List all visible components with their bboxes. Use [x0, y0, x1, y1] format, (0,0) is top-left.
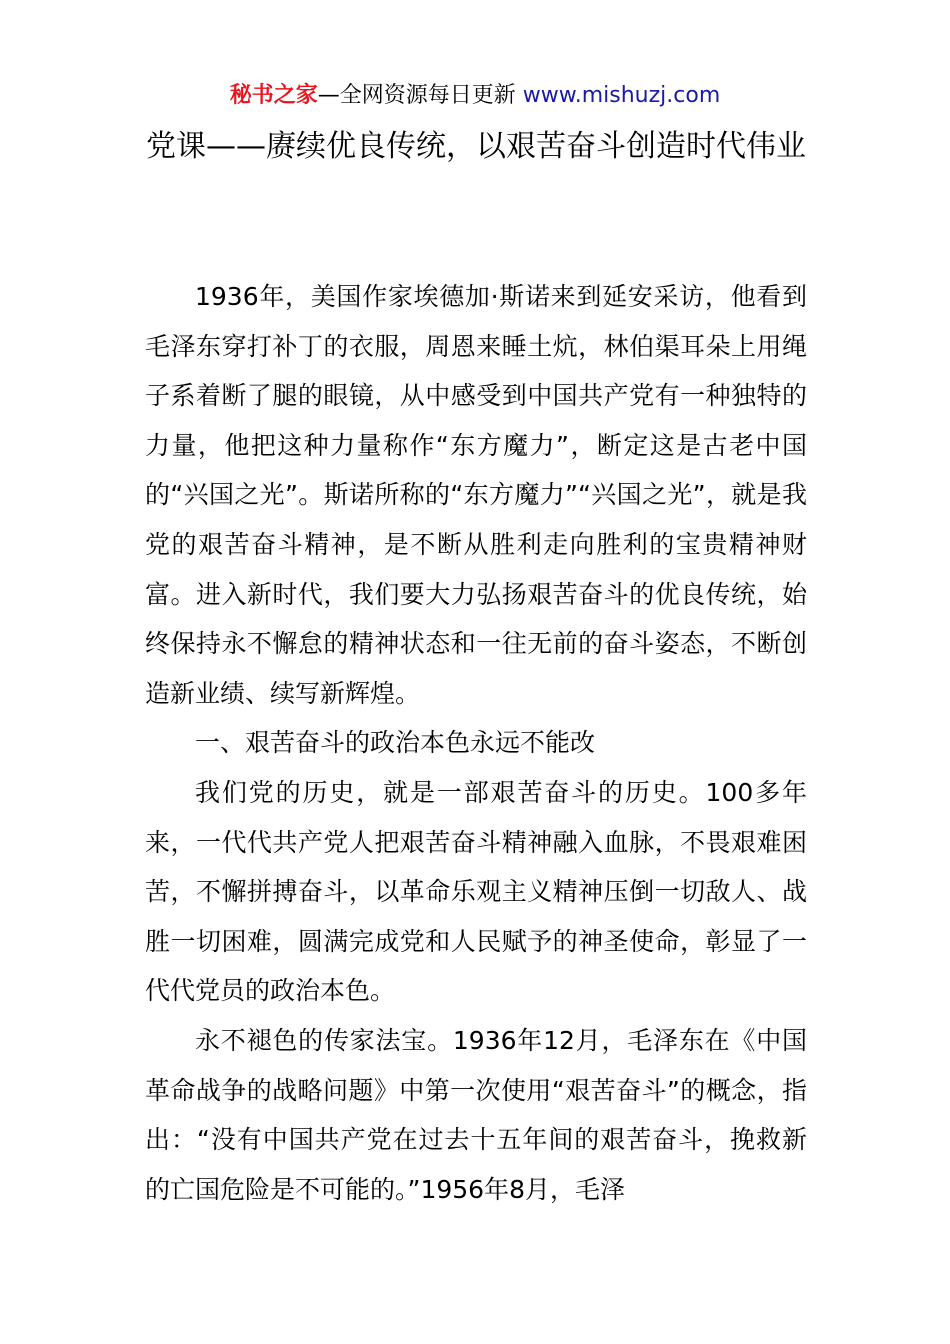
site-header	[0, 80, 950, 112]
site-tagline: —全网资源每日更新	[317, 83, 523, 108]
site-brand: 秘书之家	[229, 83, 318, 108]
paragraph-tradition: 永不褪色的传家法宝。1936年12月，毛泽东在《中国革命战争的战略问题》中第一次使用“艰苦奋斗”的概念，指出：“没有中国共产党在过去十五年间的艰苦奋斗，挽救新的亡国危险是不可能的。”1956年8月，毛泽	[145, 1025, 807, 1204]
document-title: 党课——赓续优良传统，以艰苦奋斗创造时代伟业	[146, 129, 806, 164]
paragraph-history: 我们党的历史，就是一部艰苦奋斗的历史。100多年来，一代代共产党人把艰苦奋斗精神融入血脉，不畏艰难困苦，不懈拼搏奋斗，以革命乐观主义精神压倒一切敌人、战胜一切困难，圆满完成党和人民赋予的神圣使命，彰显了一代代党员的政治本色。	[145, 777, 807, 1006]
document-body	[145, 272, 807, 1214]
paragraph-intro: 1936年，美国作家埃德加·斯诺来到延安采访，他看到毛泽东穿打补丁的衣服，周恩来睡土炕，林伯渠耳朵上用绳子系着断了腿的眼镜，从中感受到中国共产党有一种独特的力量，他把这种力量称作“东方魔力”，断定这是古老中国的“兴国之光”。斯诺所称的“东方魔力”“兴国之光”，就是我党的艰苦奋斗精神，是不断从胜利走向胜利的宝贵精神财富。进入新时代，我们要大力弘扬艰苦奋斗的优良传统，始终保持永不懈怠的精神状态和一往无前的奋斗姿态，不断创造新业绩、续写新辉煌。	[145, 282, 807, 708]
section-heading: 一、艰苦奋斗的政治本色永远不能改	[195, 728, 596, 758]
site-url-link[interactable]: www.mishuzj.com	[522, 83, 721, 108]
